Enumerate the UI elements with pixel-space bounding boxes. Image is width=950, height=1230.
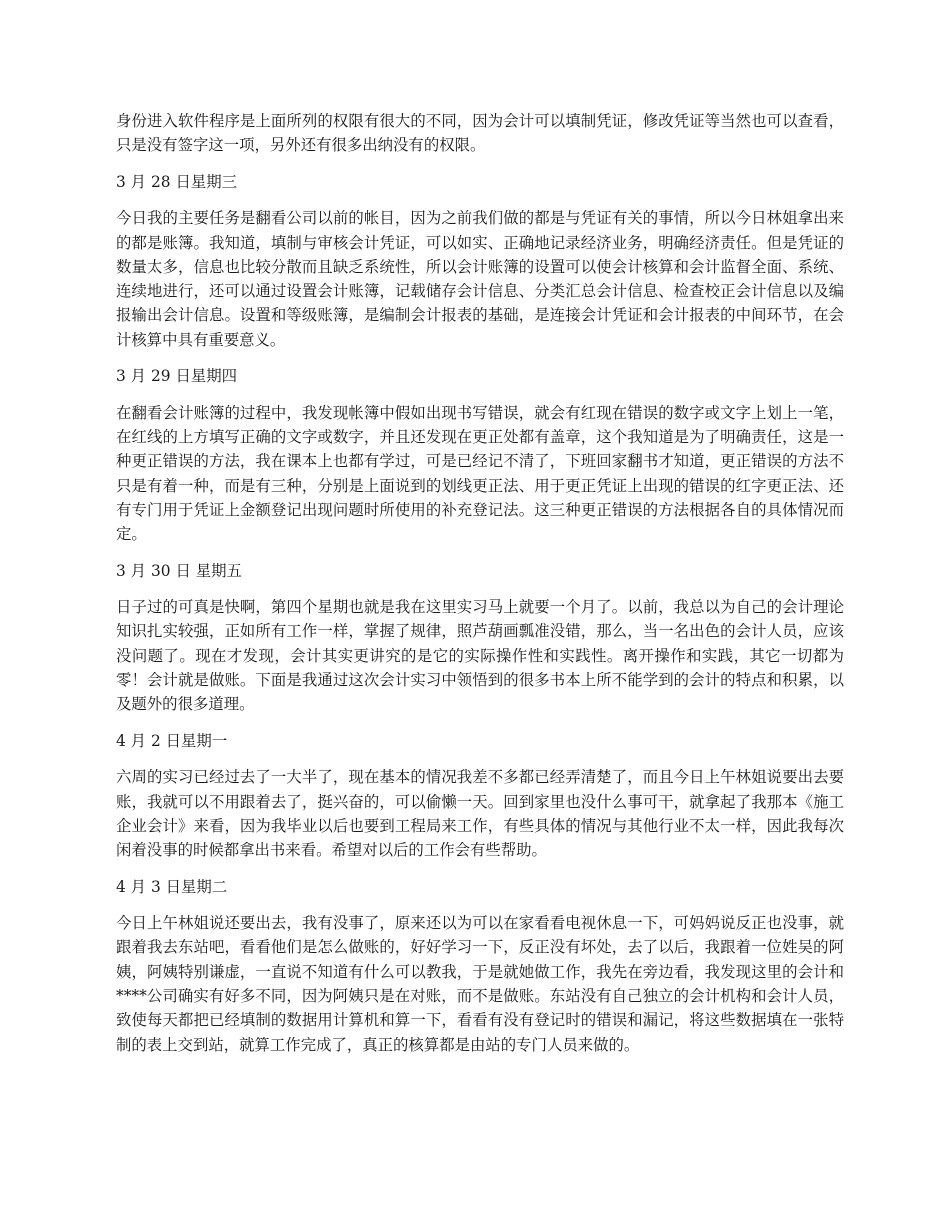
paragraph-apr-3: 今日上午林姐说还要出去，我有没事了，原来还以为可以在家看看电视休息一下，可妈妈说反正也没事，就跟着我去东站吧，看看他们是怎么做账的，好好学习一下，反正没有坏处，去了以后，我跟着一位姓吴的阿姨，阿姨特别谦虚，一直说不知道有什么可以教我，于是就她做工作，我先在旁边看，我发现这里的会计和****公司确实有好多不同，因为阿姨只是在对账，而不是做账。东站没有自己独立的会计机构和会计人员，致使每天都把已经填制的数据用计算机和算一下，看看有没有登记时的错误和漏记，将这些数据填在一张特制的表上交到站，就算工作完成了，真正的核算都是由站的专门人员来做的。	[116, 914, 844, 1054]
date-heading-mar-30: 3 月 30 日 星期五	[116, 561, 242, 580]
paragraph-mar-28: 今日我的主要任务是翻看公司以前的帐目，因为之前我们做的都是与凭证有关的事情，所以今日林姐拿出来的都是账簿。我知道，填制与审核会计凭证，可以如实、正确地记录经济业务，明确经济责任。但是凭证的数量太多，信息也比较分散而且缺乏系统性，所以会计账簿的设置可以使会计核算和会计监督全面、系统、连续地进行，还可以通过设置会计账簿，记载储存会计信息、分类汇总会计信息、检查校正会计信息以及编报输出会计信息。设置和等级账簿，是编制会计报表的基础，是连接会计凭证和会计报表的中间环节，在会计核算中具有重要意义。	[116, 209, 844, 349]
date-heading-apr-3: 4 月 3 日星期二	[116, 877, 228, 896]
date-heading-apr-2: 4 月 2 日星期一	[116, 731, 228, 750]
paragraph-mar-30: 日子过的可真是快啊，第四个星期也就是我在这里实习马上就要一个月了。以前，我总以为自己的会计理论知识扎实较强，正如所有工作一样，掌握了规律，照芦葫画瓢准没错，那么，当一名出色的会计人员，应该没问题了。现在才发现，会计其实更讲究的是它的实际操作性和实践性。离开操作和实践，其它一切都为零！会计就是做账。下面是我通过这次会计实习中领悟到的很多书本上所不能学到的会计的特点和积累，以及题外的很多道理。	[116, 598, 844, 714]
paragraph-intro: 身份进入软件程序是上面所列的权限有很大的不同，因为会计可以填制凭证，修改凭证等当然也可以查看，只是没有签字这一项，另外还有很多出纳没有的权限。	[116, 112, 844, 155]
date-heading-mar-28: 3 月 28 日星期三	[116, 172, 238, 191]
paragraph-apr-2: 六周的实习已经过去了一大半了，现在基本的情况我差不多都已经弄清楚了，而且今日上午林姐说要出去要账，我就可以不用跟着去了，挺兴奋的，可以偷懒一天。回到家里也没什么事可干，就拿起了我那本《施工企业会计》来看，因为我毕业以后也要到工程局来工作，有些具体的情况与其他行业不太一样，因此我每次闲着没事的时候都拿出书来看。希望对以后的工作会有些帮助。	[116, 768, 844, 860]
paragraph-mar-29: 在翻看会计账簿的过程中，我发现帐簿中假如出现书写错误，就会有红现在错误的数字或文字上划上一笔，在红线的上方填写正确的文字或数字，并且还发现在更正处都有盖章，这个我知道是为了明确责任，这是一种更正错误的方法，我在课本上也都有学过，可是已经记不清了，下班回家翻书才知道，更正错误的方法不只是有着一种，而是有三种，分别是上面说到的划线更正法、用于更正凭证上出现的错误的红字更正法、还有专门用于凭证上金额登记出现问题时所使用的补充登记法。这三种更正错误的方法根据各自的具体情况而定。	[116, 403, 844, 544]
date-heading-mar-29: 3 月 29 日星期四	[116, 367, 238, 386]
document-body	[116, 109, 844, 1069]
